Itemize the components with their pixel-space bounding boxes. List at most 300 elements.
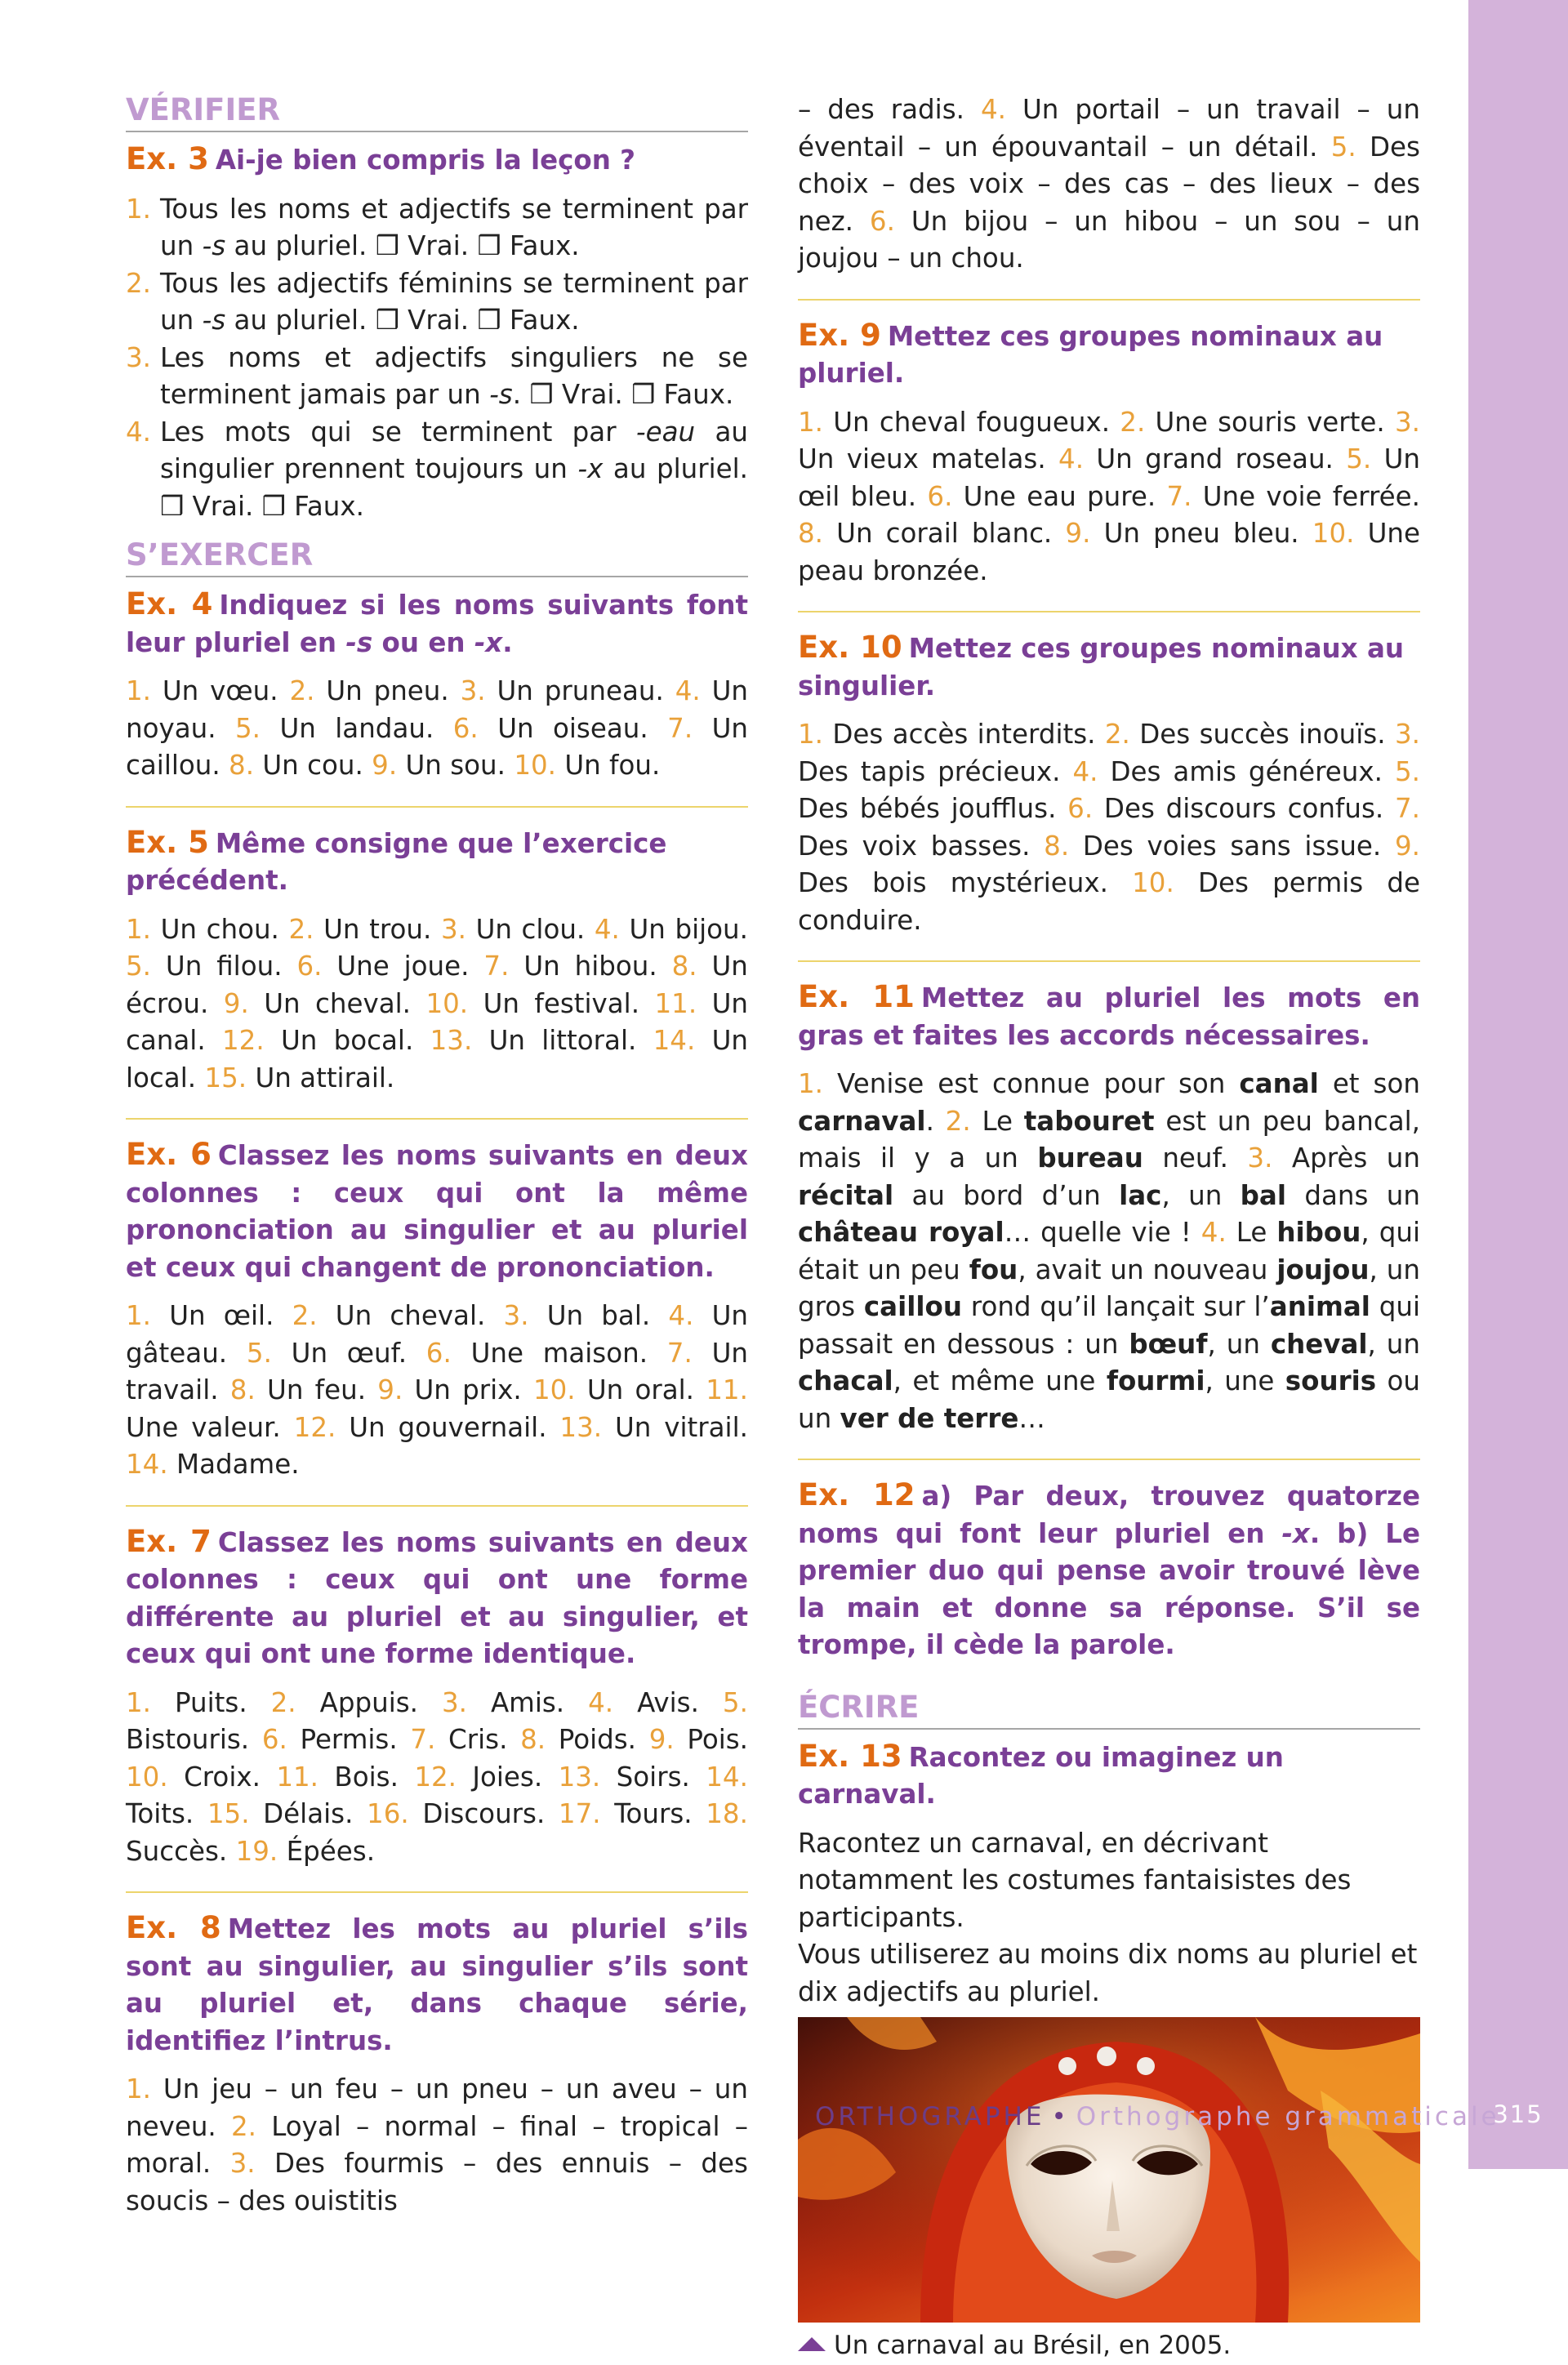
bold-word: caillou [863,1291,962,1322]
item-number: 8. [1044,830,1070,862]
bold-word: fourmi [1106,1365,1205,1396]
item-text: Un attirail. [255,1062,395,1093]
item-text: Des permis de conduire. [798,867,1421,936]
item-text: Une voie ferrée. [1202,480,1420,512]
item-text: Un trou. [323,913,432,945]
item-number: 5. [235,712,261,744]
bold-word: tabouret [1023,1105,1155,1137]
exercise-instruction: Mettez ces groupes nominaux au pluriel. [798,320,1383,389]
item-number: 6. [1067,793,1094,824]
item-text: Loyal – normal – final – tropical – moral. [126,2110,748,2179]
item-text: Un bijou. [629,913,748,945]
item-number: 6. [425,1337,452,1369]
item-text: Un feu. [267,1374,367,1405]
item-text: Soirs. [616,1761,690,1793]
exercise-7-body [126,1685,748,1871]
exercise-instruction: . [502,626,513,658]
item-text: Pois. [687,1724,748,1755]
item-number: 2. [270,1686,296,1718]
exercise-instruction: a) Par deux, trouvez quatorze noms qui font leur pluriel en [798,1481,1420,1549]
bold-word: canal [1239,1068,1319,1099]
bold-word: chacal [798,1365,893,1396]
exercise-8-body-part1 [126,2071,748,2220]
exercise-3-title [126,140,748,180]
exercise-6-body [126,1298,748,1484]
item-text: Permis. [300,1724,398,1755]
text-fragment: est un peu bancal, mais il y a un [798,1105,1420,1174]
item-text: Des bois mystérieux. [798,867,1108,898]
exercise-number: Ex. 7 [126,1523,212,1559]
exercise-number: Ex. 4 [126,586,213,621]
item-text: Un festival. [483,987,640,1019]
exercise-number: Ex. 3 [126,141,209,176]
item-text: Bistouris. [126,1724,250,1755]
item-text: Joies. [472,1761,543,1793]
item-number: 4. [594,913,620,945]
item-number: 5. [722,1686,748,1718]
bold-word: cheval [1270,1328,1368,1360]
text-fragment: , avait un nouveau [1018,1254,1277,1285]
list-item [126,191,748,265]
item-text: Des fourmis – des ennuis – des soucis – des ouistitis [126,2148,748,2216]
exercise-number: Ex. 6 [126,1137,212,1172]
item-number: 7. [1395,793,1421,824]
paragraph: Racontez un carnaval, en décrivant notamment les costumes fantaisistes des participants. [798,1827,1352,1933]
bold-word: fou [969,1254,1018,1285]
item-number: 11. [706,1374,748,1405]
exercise-instruction: Racontez ou imaginez un carnaval. [798,1741,1284,1810]
separator [798,299,1420,301]
item-number: 4. [1072,755,1098,787]
text-fragment: , qui était un peu [798,1217,1420,1285]
exercise-4-title [126,586,748,661]
exercise-9-body [798,404,1420,590]
exercise-10-body [798,716,1420,939]
item-text: Croix. [184,1761,261,1793]
text-fragment: Le [1226,1217,1277,1248]
item-text: Poids. [558,1724,637,1755]
caption-text: Un carnaval au Brésil, en 2005. [834,2331,1232,2360]
item-number: 3. [460,675,486,706]
text-fragment: Après un [1272,1142,1420,1174]
item-text: Un corail blanc. [836,518,1053,549]
exercise-4-body [126,673,748,785]
item-number: 2. [126,267,152,299]
exercise-number: Ex. 11 [798,979,915,1014]
exercise-instruction: Classez les noms suivants en deux colonnes : ceux qui ont une forme différente au pluriel et au singulier, et ceux qui ont une forme identique. [126,1526,748,1669]
item-text: Des tapis précieux. [798,755,1061,787]
item-text: Madame. [176,1449,300,1480]
item-text: Un portail – un travail – un éventail – un épouvantail – un détail. [798,94,1420,163]
item-number: 1. [798,406,824,438]
exercise-number: Ex. 8 [126,1910,221,1945]
item-number: 15. [204,1062,247,1093]
item-text: Puits. [174,1686,247,1718]
item-number: 4. [668,1300,694,1331]
item-suffix: -x [577,453,604,484]
item-text: Un pruneau. [497,675,664,706]
instruction-suffix: -s [345,626,373,658]
separator [798,1459,1420,1460]
item-text: Un œil. [169,1300,274,1331]
item-text: Les mots qui se terminent par [160,416,636,448]
item-number: 4. [980,94,1006,125]
item-number: 2. [288,913,314,945]
exercise-8-title [126,1909,748,2060]
item-suffix: -s [489,379,513,410]
item-number: 13. [559,1411,603,1443]
item-text: Une souris verte. [1155,406,1385,438]
text-fragment: , un [1207,1328,1271,1360]
item-text: Un écrou. [126,951,748,1019]
item-text: Un bocal. [280,1025,414,1056]
item-number: 7. [410,1724,436,1755]
item-text: Un clou. [475,913,586,945]
item-number: 1. [126,1686,152,1718]
item-number: 6. [869,205,895,237]
item-text: Tous les adjectifs féminins se terminent par un [160,267,748,336]
item-number: 8. [229,1374,256,1405]
item-number: 9. [377,1374,403,1405]
item-text: au pluriel. ❒ Vrai. ❒ Faux. [160,453,748,522]
item-text: Un grand roseau. [1096,443,1334,474]
exercise-7-title [126,1523,748,1673]
item-number: 6. [452,712,479,744]
item-number: 14. [706,1761,748,1793]
item-number: 16. [367,1798,409,1829]
bold-word: ver de terre [840,1402,1019,1434]
text-fragment: ou un [798,1365,1420,1434]
item-number: 7. [483,951,510,982]
section-heading-ecrire: ÉCRIRE [798,1689,1420,1730]
exercise-instruction: Indiquez si les noms suivants font leur pluriel en [126,590,748,658]
separator [126,1118,748,1120]
item-number: 3. [126,341,152,373]
text-fragment: neuf. [1143,1142,1248,1174]
item-text: Des accès interdits. [832,719,1096,750]
list-item [126,265,748,340]
item-text: Toits. [126,1798,194,1829]
item-suffix: -eau [635,416,696,448]
triangle-up-icon [798,2337,826,2351]
exercise-12-title [798,1476,1420,1664]
item-text: Un cheval fougueux. [833,406,1111,438]
item-number: 8. [520,1724,546,1755]
item-text: Un caillou. [126,712,748,781]
item-number: 11. [654,987,697,1019]
separator [798,611,1420,612]
bold-word: bœuf [1129,1328,1208,1360]
item-number: 5. [246,1337,272,1369]
text-fragment: … quelle vie ! [1004,1217,1201,1248]
item-number: 3. [1247,1142,1273,1174]
exercise-5-body [126,911,748,1098]
text-fragment: Venise est connue pour son [823,1068,1240,1099]
instruction-suffix: -x [474,626,503,658]
item-number: 10. [126,1761,168,1793]
page-number: 315 [1493,2100,1544,2128]
item-number: 3. [503,1300,529,1331]
item-number: 19. [235,1835,278,1867]
item-number: 8. [229,750,255,781]
page-footer [815,2102,1500,2131]
item-text: Un cheval. [264,987,412,1019]
item-text: Discours. [422,1798,546,1829]
list-item [126,340,748,414]
exercise-8-body-part2 [798,91,1420,278]
item-number: 9. [1394,830,1420,862]
item-text: Un fou. [564,750,661,781]
item-number: 2. [292,1300,318,1331]
exercise-6-title [126,1136,748,1286]
item-text: Bois. [334,1761,399,1793]
item-number: 2. [1104,719,1130,750]
item-number: 3. [441,1686,467,1718]
item-text: Des succès inouïs. [1139,719,1386,750]
footer-bullet: • [1051,2102,1070,2131]
item-number: 17. [558,1798,601,1829]
item-text: Un pneu bleu. [1103,518,1299,549]
exercise-instruction: Mettez au pluriel les mots en gras et faites les accords nécessaires. [798,982,1420,1051]
item-number: 1. [126,2073,152,2104]
list-item [126,414,748,526]
bold-word: hibou [1276,1217,1361,1248]
item-text: . ❒ Vrai. ❒ Faux. [512,379,734,410]
exercise-10-title [798,629,1420,705]
text-fragment: dans un [1286,1179,1420,1211]
photo-caption [798,2327,1420,2365]
text-fragment: Le [970,1105,1024,1137]
bold-word: carnaval [798,1105,926,1137]
item-text: Des bébés joufflus. [798,793,1057,824]
item-number: 1. [126,193,152,225]
item-number: 9. [1065,518,1091,549]
section-heading-sexercer: S’EXERCER [126,537,748,577]
exercise-number: Ex. 13 [798,1738,902,1774]
item-number: 9. [372,750,398,781]
item-text: Tous les noms et adjectifs se terminent par un [160,193,748,261]
item-text: Amis. [490,1686,565,1718]
exercise-11-body [798,1066,1420,1437]
separator [798,960,1420,962]
item-number: 1. [126,675,152,706]
item-text: Un bal. [546,1300,651,1331]
item-number: 1. [126,913,152,945]
separator [126,1505,748,1507]
instruction-suffix: -x [1281,1517,1310,1549]
bold-word: animal [1269,1291,1370,1322]
item-number: 14. [126,1449,168,1480]
item-text: Tours. [614,1798,693,1829]
item-number: 4. [675,675,701,706]
item-text: Un gouvernail. [349,1411,547,1443]
item-text: Un œil bleu. [798,443,1420,512]
exercise-instruction: Même consigne que l’exercice précédent. [126,827,667,896]
item-number: 3. [1394,406,1420,438]
item-number: 8. [671,951,697,982]
item-text: Des amis généreux. [1110,755,1383,787]
item-text: Avis. [637,1686,699,1718]
item-suffix: -s [202,230,226,261]
right-column [798,91,1420,2365]
item-number: 5. [1330,131,1356,163]
item-text: Un prix. [414,1374,522,1405]
item-number: 3. [440,913,466,945]
item-number: 4. [1058,443,1085,474]
item-text: Des voix basses. [798,830,1031,862]
item-text: Des choix – des voix – des cas – des lieux – des nez. [798,131,1420,237]
item-text: Cris. [448,1724,508,1755]
bold-word: château royal [798,1217,1004,1248]
item-text: Un local. [126,1025,748,1093]
item-number: 15. [207,1798,250,1829]
bold-word: lac [1119,1179,1162,1211]
item-text: Une maison. [470,1337,648,1369]
item-text: Un bijou – un hibou – un sou – un joujou – un chou. [798,205,1420,274]
item-text: Délais. [263,1798,354,1829]
item-suffix: -s [202,305,226,336]
item-text: Un filou. [165,951,283,982]
item-number: 1. [798,719,824,750]
exercise-9-title [798,317,1420,393]
item-number: 13. [430,1025,473,1056]
carnival-mask-illustration [798,2017,1420,2323]
item-text: Un pneu. [326,675,449,706]
bold-word: joujou [1276,1254,1370,1285]
item-number: 4. [1200,1217,1227,1248]
text-fragment: , un gros [798,1254,1421,1322]
item-text: Une valeur. [126,1411,281,1443]
exercise-5-title [126,824,748,900]
item-text: Un oral. [586,1374,695,1405]
item-number: 2. [230,2110,256,2142]
item-number: 7. [1166,480,1192,512]
item-number: 4. [126,416,152,448]
text-fragment: , un [1367,1328,1420,1360]
item-text: Un sou. [405,750,506,781]
text-fragment: , un [1161,1179,1241,1211]
item-number: 7. [667,712,693,744]
exercise-instruction: ou en [372,626,474,658]
item-text: Un oiseau. [497,712,648,744]
item-text: Un chou. [160,913,279,945]
item-text: Les noms et adjectifs singuliers ne se terminent jamais par un [160,341,748,410]
exercise-number: Ex. 12 [798,1477,915,1512]
exercise-instruction: Mettez les mots au pluriel s’ils sont au singulier, au singulier s’ils sont au pluriel et, dans chaque série, identifiez l’intrus. [126,1913,748,2056]
exercise-instruction: Classez les noms suivants en deux colonnes : ceux qui ont la même prononciation au singulier et au pluriel et ceux qui changent de prononciation. [126,1140,748,1283]
item-number: 12. [221,1025,265,1056]
exercise-3-body [126,191,748,526]
item-text: Des voies sans issue. [1082,830,1382,862]
separator [126,806,748,808]
item-number: 12. [293,1411,336,1443]
item-number: 6. [296,951,323,982]
page-sidebar-band [1468,0,1568,2169]
footer-chapter: Orthographe grammaticale [1076,2102,1500,2131]
item-number: 10. [532,1374,576,1405]
item-text: Un jeu – un feu – un pneu – un aveu – un neveu. [126,2073,748,2142]
item-number: 2. [289,675,315,706]
item-text: Des discours confus. [1103,793,1384,824]
item-text: Un vieux matelas. [798,443,1046,474]
item-text: Un littoral. [488,1025,637,1056]
item-number: 1. [126,1300,152,1331]
item-number: 5. [1346,443,1372,474]
exercise-13-body [798,1825,1420,2011]
text-fragment: … [1018,1402,1045,1434]
item-number: 9. [223,987,249,1019]
item-text: Un hibou. [523,951,657,982]
item-number: 14. [653,1025,696,1056]
item-number: 10. [514,750,556,781]
item-text: Une peau bronzée. [798,518,1420,586]
item-text: Un noyau. [126,675,748,744]
bold-word: bal [1240,1179,1287,1211]
item-text: au pluriel. ❒ Vrai. ❒ Faux. [225,230,580,261]
bold-word: souris [1285,1365,1377,1396]
text-fragment: qui passait en dessous : un [798,1291,1420,1360]
item-number: 7. [666,1337,693,1369]
item-number: 10. [425,987,469,1019]
item-text: – des radis. [798,94,964,125]
section-heading-verifier: VÉRIFIER [126,91,748,132]
item-text: Un landau. [279,712,434,744]
exercise-instruction: . b) Le premier duo qui pense avoir trouvé lève la main et donne sa réponse. S’il se trompe, il cède la parole. [798,1517,1420,1660]
item-number: 1. [798,1068,824,1099]
item-number: 3. [1394,719,1420,750]
item-number: 12. [414,1761,457,1793]
exercise-instruction: Ai-je bien compris la leçon ? [215,145,636,176]
item-text: Un œuf. [291,1337,408,1369]
item-text: Succès. [126,1835,228,1867]
item-text: Appuis. [319,1686,418,1718]
text-fragment: , une [1205,1365,1285,1396]
item-text: Un vœu. [162,675,278,706]
carnival-mask-photo [798,2017,1420,2323]
bold-word: bureau [1037,1142,1143,1174]
item-number: 10. [1312,518,1355,549]
item-number: 8. [798,518,824,549]
item-number: 5. [1394,755,1420,787]
item-text: Épées. [286,1835,376,1867]
exercise-instruction: Mettez ces groupes nominaux au singulier. [798,633,1405,701]
footer-subject: ORTHOGRAPHE [815,2102,1045,2131]
item-number: 6. [261,1724,287,1755]
item-number: 13. [558,1761,601,1793]
item-number: 11. [276,1761,319,1793]
item-text: Un cou. [262,750,363,781]
text-fragment: et son [1318,1068,1420,1099]
item-text: Un gâteau. [126,1300,748,1369]
paragraph: Vous utiliserez au moins dix noms au pluriel et dix adjectifs au pluriel. [798,1939,1418,2007]
item-number: 2. [1120,406,1146,438]
item-number: 2. [945,1105,971,1137]
text-fragment: au bord d’un [893,1179,1120,1211]
item-text: Un canal. [126,987,748,1056]
item-number: 10. [1132,867,1174,898]
exercise-number: Ex. 5 [126,824,209,860]
item-text: au singulier prennent toujours un [160,416,748,484]
item-number: 5. [126,951,152,982]
item-number: 6. [927,480,953,512]
item-number: 18. [706,1798,748,1829]
item-text: Un cheval. [335,1300,486,1331]
separator [126,1891,748,1893]
item-number: 3. [229,2148,256,2179]
item-text: au pluriel. ❒ Vrai. ❒ Faux. [225,305,580,336]
text-fragment: , et même une [893,1365,1107,1396]
item-number: 9. [648,1724,675,1755]
